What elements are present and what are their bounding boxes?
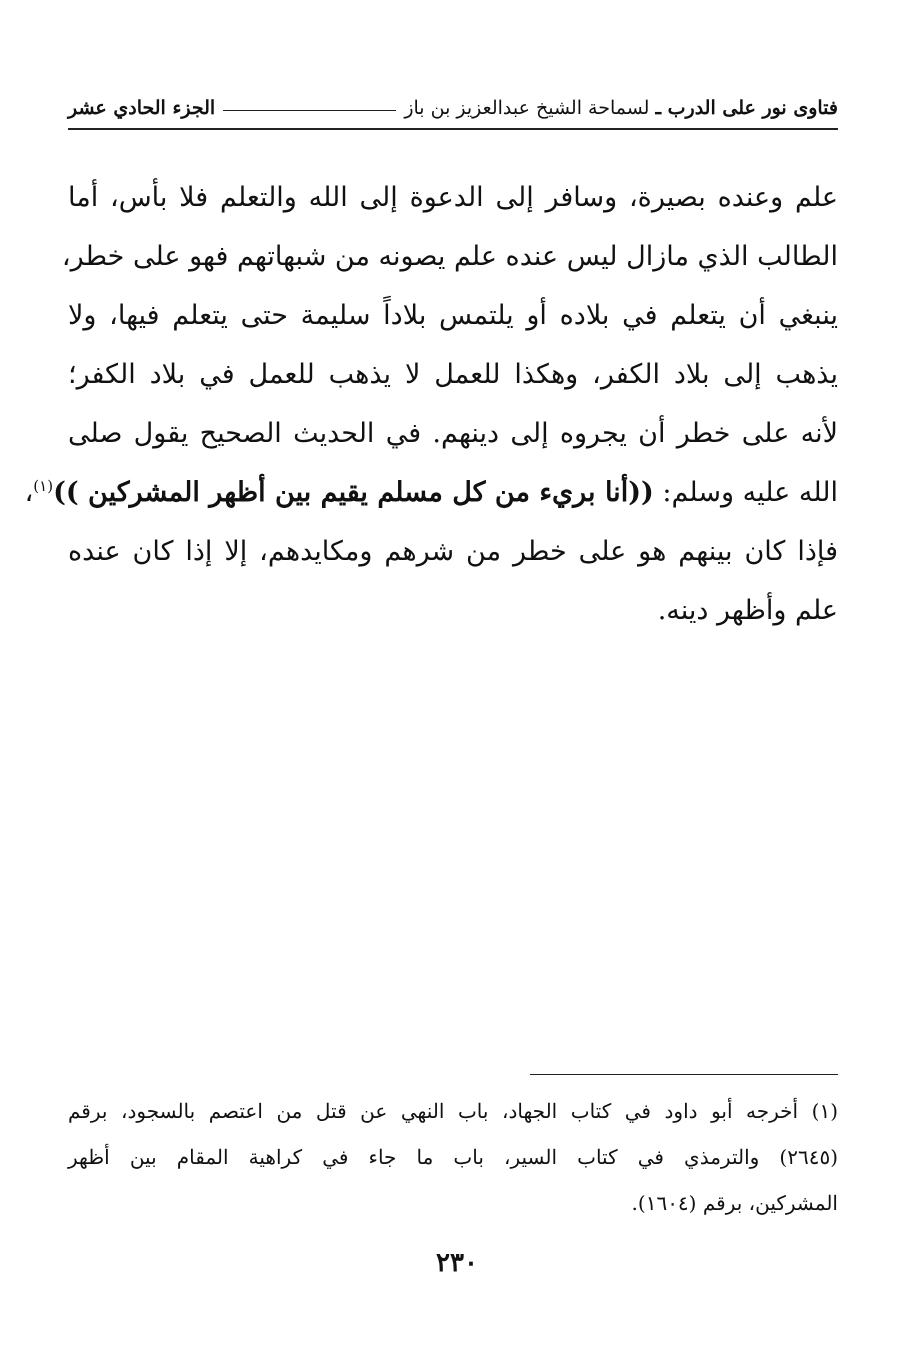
text-line: الطالب الذي مازال ليس عنده علم يصونه من شبهاتهم فهو على خطر، [61,241,838,272]
text-line: ينبغي أن يتعلم في بلاده أو يلتمس بلاداً سليمة حتى يتعلم فيها، ولا [68,300,838,331]
footnotes [68,1088,838,1226]
footnote-reference[interactable]: (١) [33,477,54,495]
text-line: فإذا كان بينهم هو على خطر من شرهم ومكايدهم، إلا إذا كان عنده [68,536,838,567]
footnote-separator [530,1074,838,1075]
text-line: يذهب إلى بلاد الكفر، وهكذا للعمل لا يذهب للعمل في بلاد الكفر؛ [68,359,838,390]
footnote-line: (٢٦٤٥) والترمذي في كتاب السير، باب ما جاء في كراهية المقام بين أظهر [68,1145,838,1169]
author-name: لسماحة الشيخ عبدالعزيز بن باز [404,97,650,119]
series-title: فتاوى نور على الدرب ـ [655,97,838,119]
footnote-line: المشركين، برقم (١٦٠٤). [631,1191,838,1215]
text-line: لأنه على خطر أن يجروه إلى دينهم. في الحديث الصحيح يقول صلى [68,418,838,449]
text-line: علم وأظهر دينه. [657,595,838,626]
hadith-suffix: ، [24,477,34,508]
header-rule [223,110,396,111]
running-header [68,88,838,130]
volume-label: الجزء الحادي عشر [68,97,216,119]
hadith-line [24,463,838,522]
hadith-prefix: الله عليه وسلم: [662,477,838,508]
hadith-quote: ((أنا بريء من كل مسلم يقيم بين أظهر المشركين )) [53,477,654,508]
text-line: علم وعنده بصيرة، وسافر إلى الدعوة إلى الله والتعلم فلا بأس، أما [68,182,838,213]
main-text [24,168,838,640]
footnote-line: (١) أخرجه أبو داود في كتاب الجهاد، باب النهي عن قتل من اعتصم بالسجود، برقم [68,1099,838,1123]
page-number: ٢٣٠ [436,1248,478,1278]
